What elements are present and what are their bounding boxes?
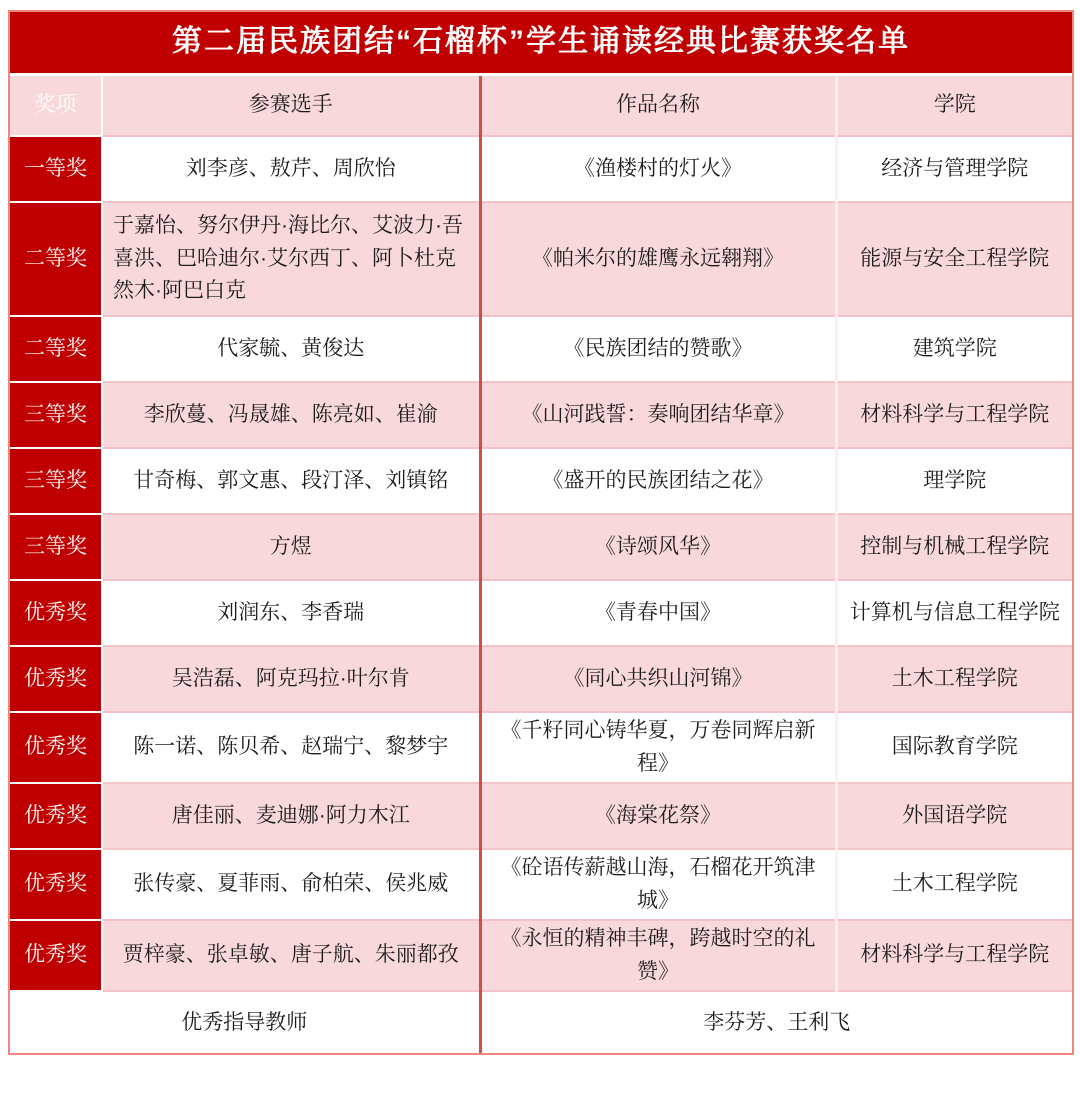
work-title-cell: 《民族团结的赞歌》 [480,316,836,382]
table-row [10,580,1072,646]
work-title-cell: 《永恒的精神丰碑，跨越时空的礼赞》 [480,920,836,991]
contestants-cell: 陈一诺、陈贝希、赵瑞宁、黎梦宇 [102,712,480,783]
column-header-contestants: 参赛选手 [102,74,480,136]
college-cell: 土木工程学院 [836,849,1072,920]
college-cell: 建筑学院 [836,316,1072,382]
work-title-cell: 《青春中国》 [480,580,836,646]
page-title: 第二届民族团结“石榴杯”学生诵读经典比赛获奖名单 [10,12,1072,74]
award-cell: 优秀奖 [10,646,102,712]
awards-sheet [8,10,1074,1055]
award-cell: 一等奖 [10,136,102,202]
contestants-cell: 李欣蔓、冯晟雄、陈亮如、崔渝 [102,382,480,448]
footer-label-cell: 优秀指导教师 [10,991,480,1053]
title-row [10,12,1072,74]
work-title-cell: 《帕米尔的雄鹰永远翱翔》 [480,202,836,316]
contestants-cell: 方煜 [102,514,480,580]
work-title-cell: 《诗颂风华》 [480,514,836,580]
column-header-college: 学院 [836,74,1072,136]
award-cell: 二等奖 [10,202,102,316]
contestants-cell: 代家毓、黄俊达 [102,316,480,382]
award-cell: 二等奖 [10,316,102,382]
contestants-cell: 刘润东、李香瑞 [102,580,480,646]
table-row [10,382,1072,448]
table-row [10,849,1072,920]
contestants-cell: 吴浩磊、阿克玛拉·叶尔肯 [102,646,480,712]
college-cell: 理学院 [836,448,1072,514]
college-cell: 能源与安全工程学院 [836,202,1072,316]
footer-row [10,991,1072,1053]
contestants-cell: 甘奇梅、郭文惠、段汀泽、刘镇铭 [102,448,480,514]
table-row [10,136,1072,202]
college-cell: 土木工程学院 [836,646,1072,712]
table-row [10,783,1072,849]
contestants-cell: 唐佳丽、麦迪娜·阿力木江 [102,783,480,849]
award-cell: 三等奖 [10,382,102,448]
table-row [10,712,1072,783]
contestants-cell: 于嘉怡、努尔伊丹·海比尔、艾波力·吾喜洪、巴哈迪尔·艾尔西丁、阿卜杜克然木·阿巴白克 [102,202,480,316]
table-row [10,920,1072,991]
award-cell: 优秀奖 [10,712,102,783]
work-title-cell: 《砼语传薪越山海，石榴花开筑津城》 [480,849,836,920]
table-row [10,514,1072,580]
contestants-cell: 刘李彦、敖芹、周欣怡 [102,136,480,202]
awards-table [10,12,1072,1053]
work-title-cell: 《山河践誓：奏响团结华章》 [480,382,836,448]
award-cell: 优秀奖 [10,920,102,991]
column-header-award: 奖项 [10,74,102,136]
work-title-cell: 《同心共织山河锦》 [480,646,836,712]
college-cell: 经济与管理学院 [836,136,1072,202]
work-title-cell: 《海棠花祭》 [480,783,836,849]
table-row [10,646,1072,712]
award-cell: 优秀奖 [10,580,102,646]
college-cell: 计算机与信息工程学院 [836,580,1072,646]
contestants-cell: 张传豪、夏菲雨、俞柏荣、侯兆威 [102,849,480,920]
footer-value-cell: 李芬芳、王利飞 [480,991,1072,1053]
college-cell: 国际教育学院 [836,712,1072,783]
award-cell: 三等奖 [10,448,102,514]
college-cell: 材料科学与工程学院 [836,382,1072,448]
table-row [10,316,1072,382]
work-title-cell: 《渔楼村的灯火》 [480,136,836,202]
table-row [10,202,1072,316]
column-header-work: 作品名称 [480,74,836,136]
college-cell: 控制与机械工程学院 [836,514,1072,580]
work-title-cell: 《千籽同心铸华夏，万卷同辉启新程》 [480,712,836,783]
college-cell: 材料科学与工程学院 [836,920,1072,991]
award-cell: 优秀奖 [10,849,102,920]
header-row [10,74,1072,136]
college-cell: 外国语学院 [836,783,1072,849]
contestants-cell: 贾梓豪、张卓敏、唐子航、朱丽都孜 [102,920,480,991]
award-cell: 优秀奖 [10,783,102,849]
award-cell: 三等奖 [10,514,102,580]
work-title-cell: 《盛开的民族团结之花》 [480,448,836,514]
table-row [10,448,1072,514]
